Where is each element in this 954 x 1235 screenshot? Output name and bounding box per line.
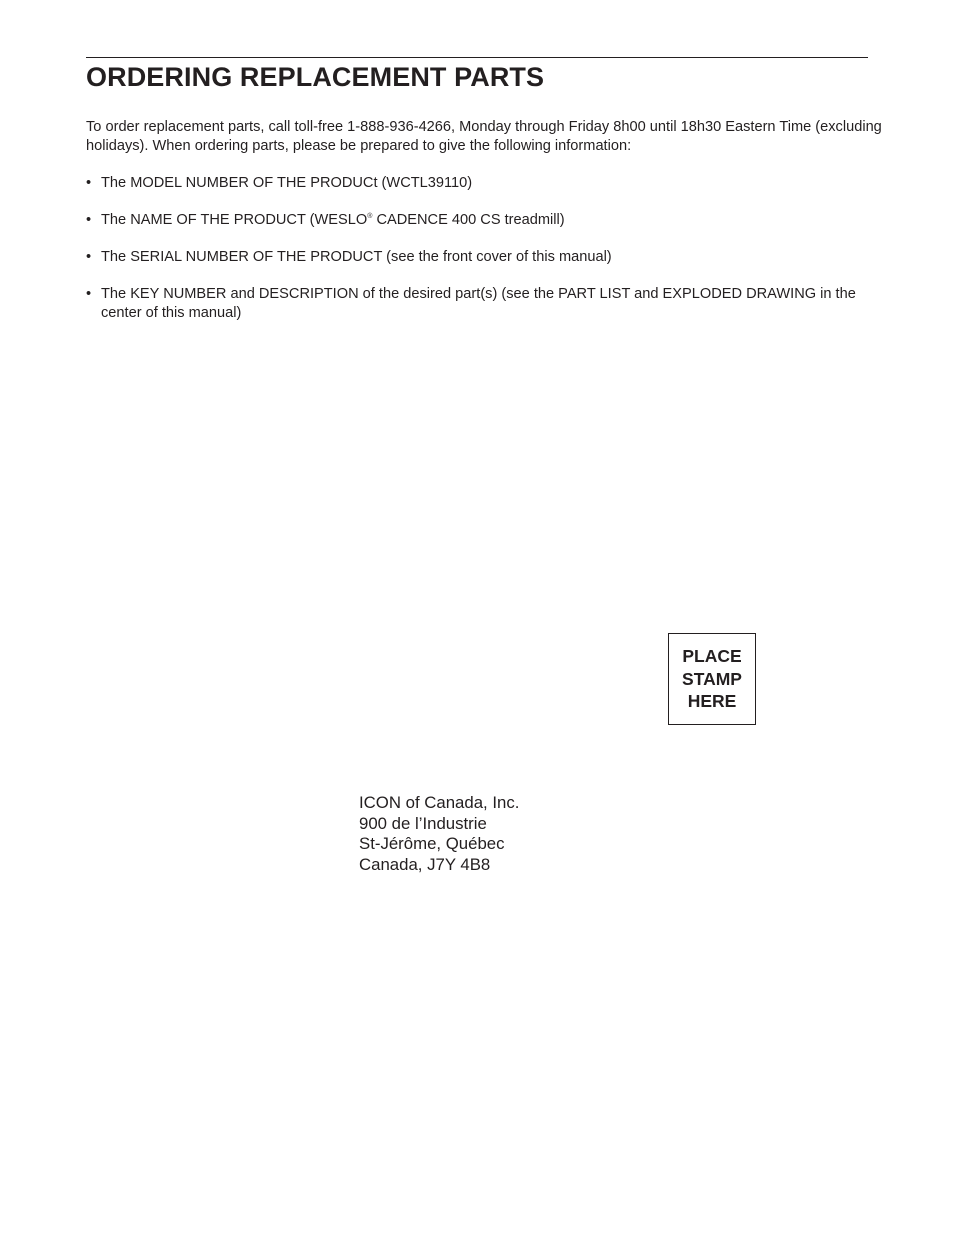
address-line-4: Canada, J7Y 4B8 (359, 855, 491, 875)
required-info-list (86, 174, 886, 341)
stamp-line-2: STAMP (682, 668, 742, 689)
address-line-2: 900 de l’Industrie (359, 813, 487, 833)
intro-paragraph: To order replacement parts, call toll-free 1-888-936-4266, Monday through Friday 8h00 until 18h30 Eastern Time (excluding holidays). When ordering parts, please be prepared to give the following information: (86, 119, 882, 154)
product-name-text-end: CADENCE 400 CS treadmill) (372, 212, 565, 228)
page-title: ORDERING REPLACEMENT PARTS (86, 62, 545, 92)
mailing-address (359, 793, 519, 876)
registered-mark: ® (367, 213, 373, 220)
address-line-1: ICON of Canada, Inc. (359, 793, 520, 812)
stamp-box (668, 633, 756, 725)
stamp-line-1: PLACE (682, 646, 742, 667)
list-item-key-number: • The KEY NUMBER and DESCRIPTION of the desired part(s) (see the PART LIST and EXPLODED DRAWING in the center of this manual) (86, 285, 886, 323)
list-item-model-number: • The MODEL NUMBER OF THE PRODUCt (WCTL39110) (86, 174, 886, 193)
top-divider (86, 57, 868, 58)
list-item-product-name (86, 211, 886, 230)
product-name-text: The NAME OF THE PRODUCT (WESLO (101, 212, 368, 228)
stamp-line-3: HERE (687, 691, 737, 712)
list-item-serial-number: • The SERIAL NUMBER OF THE PRODUCT (see the front cover of this manual) (86, 248, 886, 267)
address-line-3: St-Jérôme, Québec (359, 834, 505, 854)
